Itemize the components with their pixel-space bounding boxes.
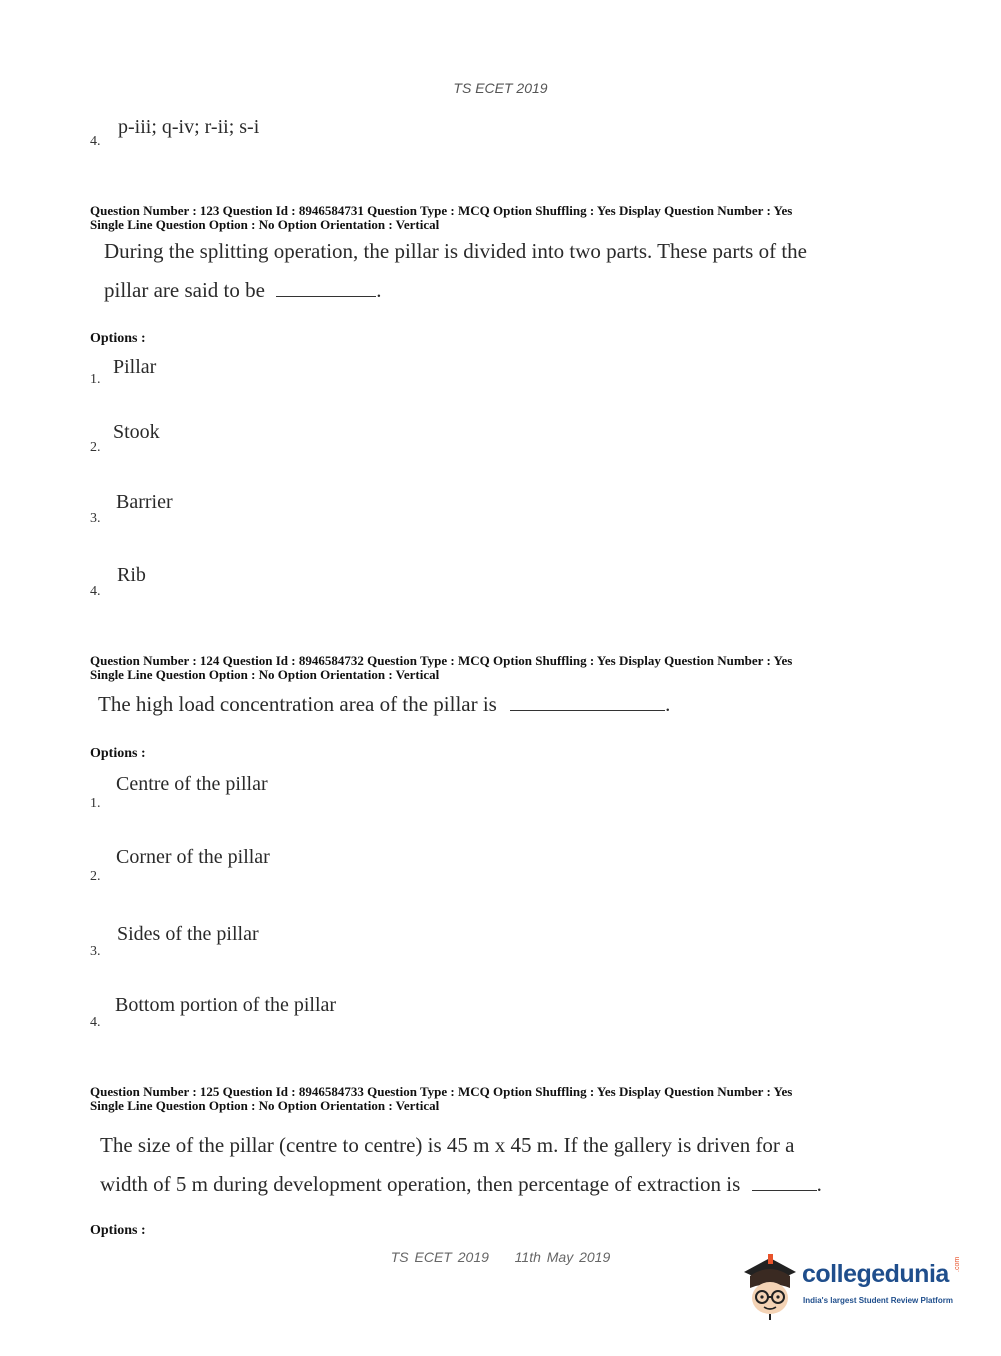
question-text: The high load concentration area of the pillar is xyxy=(98,692,497,716)
question-meta xyxy=(90,654,950,682)
options-label: Options : xyxy=(90,1223,146,1238)
answer-blank xyxy=(752,1172,817,1191)
option-number: 4. xyxy=(90,134,101,149)
question-text: width of 5 m during development operation, then percentage of extraction is xyxy=(100,1172,741,1196)
question-text-line2: width of 5 m during development operation, then percentage of extraction is . xyxy=(100,1172,822,1196)
option-number: 4. xyxy=(90,1015,101,1030)
option-text: Centre of the pillar xyxy=(116,773,268,795)
question-text-line1: The high load concentration area of the pillar is . xyxy=(98,692,671,716)
option-text: Bottom portion of the pillar xyxy=(115,994,337,1016)
footer-exam: TS ECET 2019 xyxy=(390,1249,489,1265)
option-number: 2. xyxy=(90,440,101,455)
option-number: 1. xyxy=(90,796,101,811)
option-number: 1. xyxy=(90,372,101,387)
option-text: Stook xyxy=(113,421,160,443)
question-text-line1: The size of the pillar (centre to centre) is 45 m x 45 m. If the gallery is driven for a xyxy=(100,1133,795,1157)
question-meta-line2: Single Line Question Option : No Option Orientation : Vertical xyxy=(90,217,440,232)
answer-blank xyxy=(276,278,376,297)
option-number: 3. xyxy=(90,944,101,959)
question-text-line2: pillar are said to be . xyxy=(104,278,382,302)
question-text-line1: During the splitting operation, the pillar is divided into two parts. These parts of the xyxy=(104,239,807,263)
question-meta-line1: Question Number : 124 Question Id : 8946584732 Question Type : MCQ Option Shuffling : Yes Display Question Number : Yes xyxy=(90,653,793,668)
option-text: Corner of the pillar xyxy=(116,846,270,868)
question-meta-line1: Question Number : 123 Question Id : 8946584731 Question Type : MCQ Option Shuffling : Yes Display Question Number : Yes xyxy=(90,203,793,218)
option-text: Barrier xyxy=(116,491,173,513)
option-text: p-iii; q-iv; r-ii; s-i xyxy=(118,116,260,138)
question-text: pillar are said to be xyxy=(104,278,265,302)
option-text: Pillar xyxy=(113,356,157,378)
options-label: Options : xyxy=(90,746,146,761)
option-number: 3. xyxy=(90,511,101,526)
option-number: 2. xyxy=(90,869,101,884)
option-text: Sides of the pillar xyxy=(117,923,259,945)
mascot-icon xyxy=(740,1250,800,1320)
question-meta-line2: Single Line Question Option : No Option Orientation : Vertical xyxy=(90,1098,440,1113)
logo-suffix: .com xyxy=(954,1256,961,1272)
option-text: Rib xyxy=(117,564,146,586)
footer-date: 11th May 2019 xyxy=(514,1249,611,1265)
answer-blank xyxy=(510,692,665,711)
logo-name: collegedunia xyxy=(802,1260,949,1288)
question-meta xyxy=(90,1085,950,1113)
option-number: 4. xyxy=(90,584,101,599)
question-meta-line2: Single Line Question Option : No Option Orientation : Vertical xyxy=(90,667,440,682)
logo-tagline: India's largest Student Review Platform xyxy=(803,1296,953,1305)
collegedunia-logo xyxy=(740,1250,980,1320)
question-meta xyxy=(90,204,950,232)
question-meta-line1: Question Number : 125 Question Id : 8946584733 Question Type : MCQ Option Shuffling : Yes Display Question Number : Yes xyxy=(90,1084,793,1099)
page-header: TS ECET 2019 xyxy=(453,80,548,96)
options-label: Options : xyxy=(90,331,146,346)
